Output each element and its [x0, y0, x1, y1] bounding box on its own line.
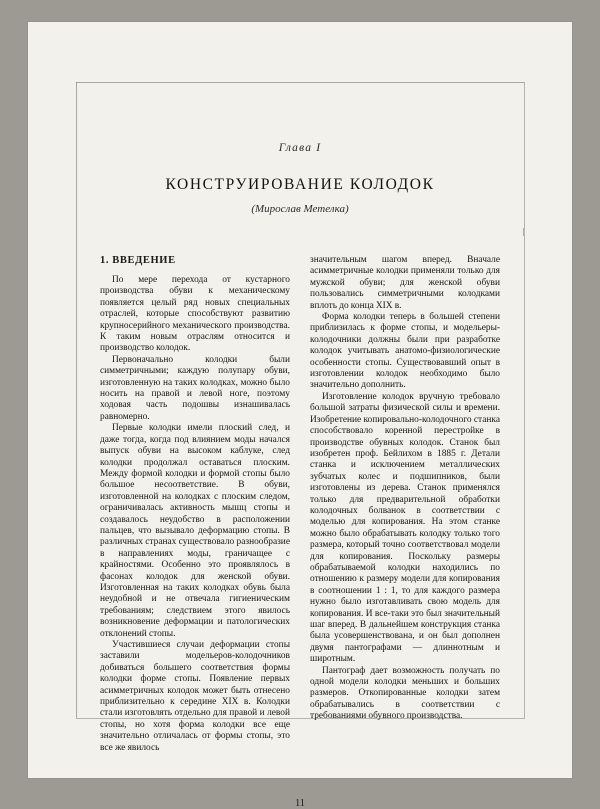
page-content — [100, 142, 500, 809]
paragraph: По мере перехода от кустарного производства обуви к механическому появляется целый ряд новых специальных отраслей, которые способствуют развитию крупносерийного механического производства. К таким новым отраслям относится и производство колодок. — [100, 275, 290, 354]
page-frame-top — [76, 82, 524, 83]
paragraph: Участившиеся случаи деформации стопы заставили модельеров-колодочников добиваться большего соответствия формы колодки форме стопы. Появление первых асимметричных колодок может быть отнесено приблизительно к середине XIX в. Колодки стали изготовлять отдельно для правой и левой стопы, но хотя форма колодки все еще значительно отличалась от формы стопы, это все же явилось — [100, 640, 290, 753]
page-speck — [523, 228, 524, 236]
page-number: 11 — [294, 798, 306, 809]
page-frame-left — [76, 82, 77, 718]
chapter-label: Глава I — [278, 142, 322, 154]
paragraph: Первоначально колодки были симметричными; каждую полупару обуви, изготовленную на таких колодках, можно было носить на правой и левой ноге, поэтому ходовая часть подошвы изнашивалась равномерно. — [100, 354, 290, 422]
paragraph: Первые колодки имели плоский след, и даже тогда, когда под влиянием моды начался выпуск обуви на высоком каблуке, след колодки продолжал оставаться плоским. Между формой колодки и формой стопы было большое несоответствие. В обуви, изготовленной на колодках с плоским следом, ограничивалась активность мышц стопы и создавалось неудобство в расположении пальцев, что вызывало деформацию стопы. В различных странах существовало разнообразие в направлениях моды, граничащее с крайностями. Особенно это проявлялось в фасонах колодок для женской обуви. Изготовленная на таких колодках обувь была неудобной и не отвечала гигиеническим требованиям; следствием этого явилось возникновение деформации и патологических отклонений стопы. — [100, 423, 290, 639]
right-column — [310, 255, 500, 754]
text-columns — [100, 255, 500, 754]
paragraph: Пантограф дает возможность получать по одной модели колодки меньших и больших размеров. Откопированные колодки затем обрабатывались в соответствии с требованиями обувного производства. — [310, 665, 500, 722]
document-page — [28, 22, 572, 809]
chapter-author: (Мирослав Метелка) — [251, 203, 349, 215]
page-title: КОНСТРУИРОВАНИЕ КОЛОДОК — [165, 176, 435, 193]
section-heading-introduction: 1. ВВЕДЕНИЕ — [100, 255, 176, 266]
paragraph: Изготовление колодок вручную требовало большой затраты физической силы и времени. Изобретение копировально-колодочного станка способствовало коренной перестройке в производстве обувных колодок. Станок был изобретен проф. Бейлихом в 1885 г. Детали станка и исключением металлических зубчатых колес и подшипников, были изготовлены из дерева. Станок применялся только для предварительной обработки колодочных болванок в соответствии с моделью для копирования. На этом станке можно было обрабатывать колодку только того размера, который точно соответствовал модели для копирования. Поскольку размеры обрабатываемой колодки находились по отношению к размеру модели для копирования в соотношении 1 : 1, то для каждого размера нужно было изготавливать свою модель для копирования. И все-таки это был значительный шаг вперед. В дальнейшем конструкция станка была усовершенствована, и он был дополнен двумя пантографами — длиннотным и широтным. — [310, 391, 500, 665]
page-frame-right — [524, 82, 525, 718]
left-column — [100, 255, 290, 754]
paragraph: Форма колодки теперь в большей степени приблизилась к форме стопы, и модельеры-колодочники должны были при разработке колодок учитывать анатомо-физиологические особенности стопы. Существовавший опыт в изготовлении колодок необходимо было значительно дополнить. — [310, 312, 500, 391]
paragraph: значительным шагом вперед. Вначале асимметричные колодки применяли только для мужской обуви; для женской обуви пользовались симметричными колодками вплоть до конца XIX в. — [310, 255, 500, 311]
